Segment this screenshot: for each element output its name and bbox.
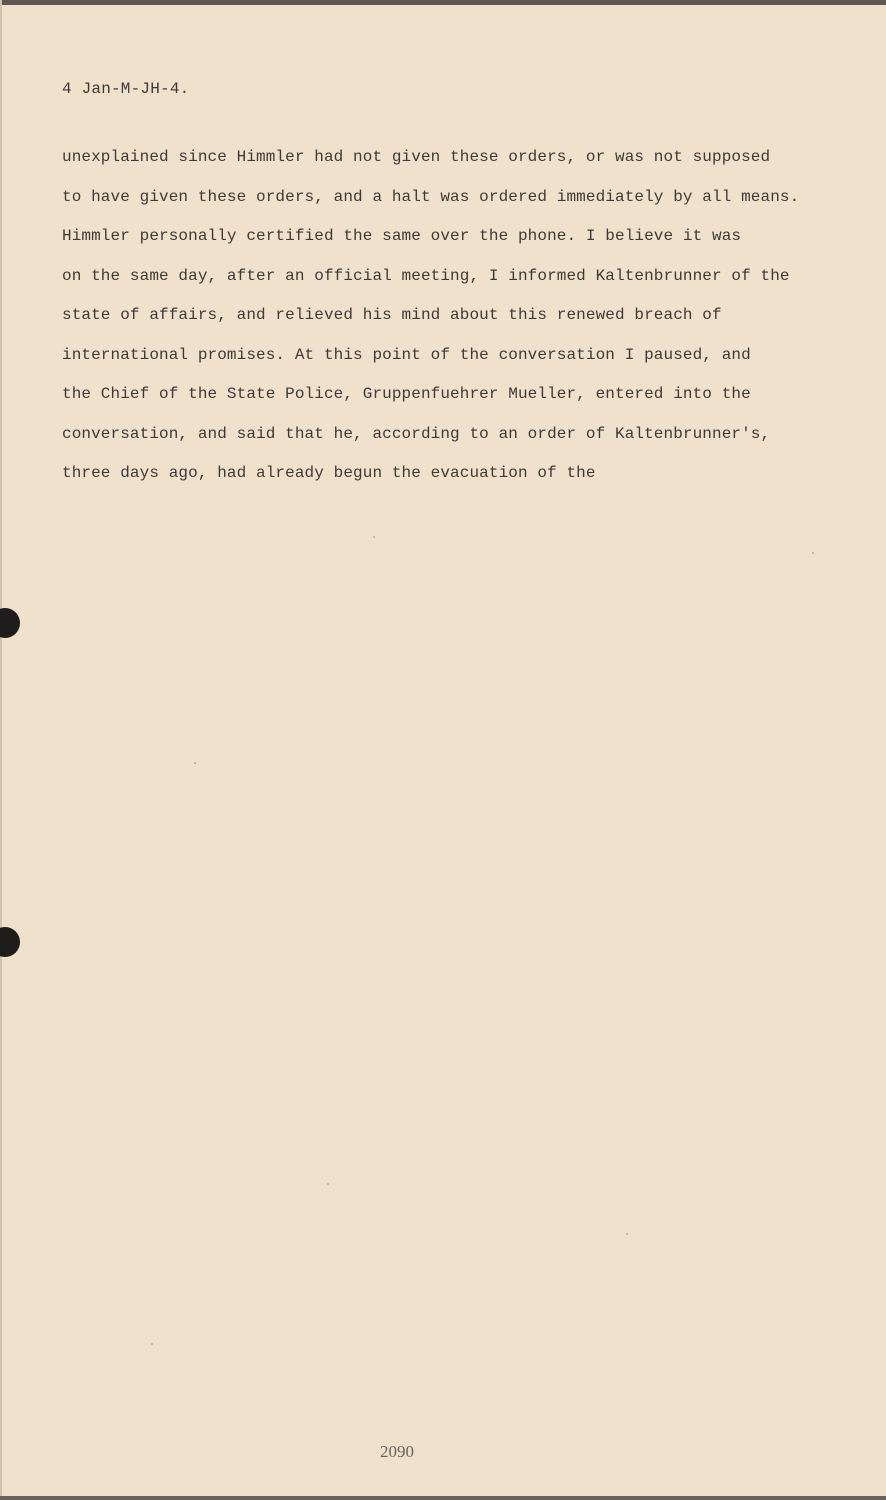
text-line: international promises. At this point of the conversation I paused, and	[62, 345, 751, 364]
body-text	[62, 138, 822, 494]
bottom-edge	[0, 1496, 886, 1500]
page-header: 4 Jan-M-JH-4.	[62, 80, 190, 98]
text-line: three days ago, had already begun the evacuation of the	[62, 464, 596, 482]
left-edge	[0, 0, 2, 1500]
paper-speck	[194, 762, 196, 764]
paper-speck	[327, 1183, 329, 1185]
text-line: on the same day, after an official meeting, I informed Kaltenbrunner of the	[62, 266, 790, 285]
text-line: unexplained since Himmler had not given these orders, or was not supposed	[62, 148, 771, 166]
punch-hole-lower	[0, 927, 20, 957]
punch-hole-upper	[0, 608, 20, 638]
paper-speck	[626, 1233, 628, 1235]
text-line: state of affairs, and relieved his mind about this renewed breach of	[62, 306, 722, 324]
text-line: the Chief of the State Police, Gruppenfuehrer Mueller, entered into the	[62, 385, 751, 403]
text-line: Himmler personally certified the same over the phone. I believe it was	[62, 227, 742, 245]
paper-speck	[373, 536, 375, 538]
text-line: to have given these orders, and a halt was ordered immediately by all means.	[62, 187, 800, 206]
paper-speck	[812, 552, 814, 554]
top-edge	[0, 0, 886, 5]
page-number: 2090	[380, 1442, 414, 1461]
text-line: conversation, and said that he, according to an order of Kaltenbrunner's,	[62, 424, 771, 443]
paper-speck	[151, 1343, 153, 1345]
